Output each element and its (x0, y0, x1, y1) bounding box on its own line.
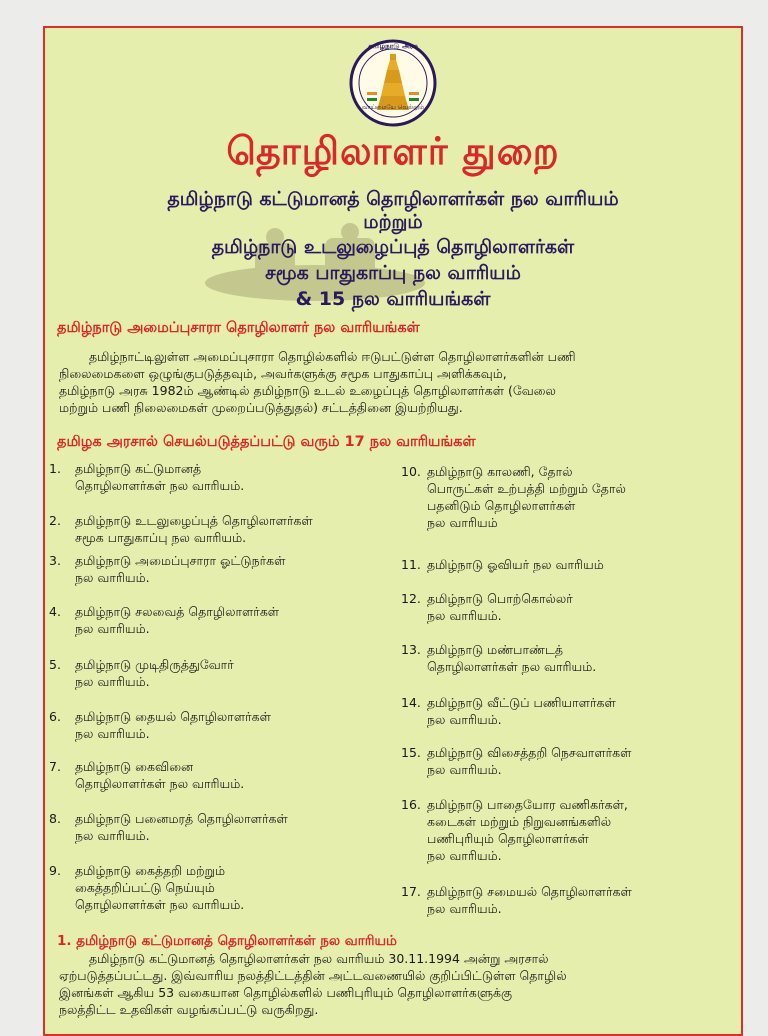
board-line: நல வாரியம். (427, 712, 502, 727)
section-unorganised-line-1: தமிழ்நாட்டிலுள்ள அமைப்புசாரா தொழில்களில் ஈடுபட்டுள்ள தொழிலாளர்களின் பணி (89, 349, 576, 364)
board-line: தமிழ்நாடு சமையல் தொழிலாளர்கள் (427, 884, 632, 899)
board-number: 13. (401, 642, 421, 657)
board-line: தமிழ்நாடு விசைத்தறி நெசவாளர்கள் (427, 745, 632, 760)
board-line: பொருட்கள் உற்பத்தி மற்றும் தோல் (427, 481, 626, 496)
board-line: கைத்தறிப்பட்டு நெய்யும் (75, 880, 215, 895)
section-construction-line-1: தமிழ்நாடு கட்டுமானத் தொழிலாளர்கள் நல வாரியம் 30.11.1994 அன்று அரசால் (89, 951, 549, 966)
board-line: தமிழ்நாடு பனைமரத் தொழிலாளர்கள் (75, 811, 288, 826)
board-line: நல வாரியம். (427, 762, 502, 777)
poster-sheet (43, 26, 743, 1036)
board-number: 3. (49, 553, 61, 568)
board-line: சமூக பாதுகாப்பு நல வாரியம். (75, 530, 247, 545)
board-line: நல வாரியம். (75, 674, 150, 689)
board-line: கடைகள் மற்றும் நிறுவனங்களில் (427, 814, 612, 829)
board-number: 12. (401, 591, 421, 606)
board-line: நல வாரியம். (75, 828, 150, 843)
heading-line-5: & 15 நல வாரியங்கள் (295, 288, 491, 310)
board-line: தமிழ்நாடு காலணி, தோல் (427, 464, 573, 479)
board-line: தமிழ்நாடு உடலுழைப்புத் தொழிலாளர்கள் (75, 513, 313, 528)
board-line: தொழிலாளர்கள் நல வாரியம். (75, 478, 245, 493)
board-number: 7. (49, 759, 61, 774)
section-unorganised-line-2: நிலைமைகளை ஒழுங்குபடுத்தவும், அவர்களுக்கு சமூக பாதுகாப்பு அளிக்கவும், (59, 366, 507, 381)
board-line: தமிழ்நாடு மண்பாண்டத் (427, 642, 563, 657)
section-unorganised-line-4: மற்றும் பணி நிலைமைகள் முறைப்படுத்துதல்) சட்டத்தினை இயற்றியது. (59, 400, 463, 415)
heading-line-1: தமிழ்நாடு கட்டுமானத் தொழிலாளர்கள் நல வாரியம் (167, 188, 619, 210)
board-line: பதனிடும் தொழிலாளர்கள் (427, 498, 576, 513)
section-construction-line-4: நலத்திட்ட உதவிகள் வழங்கப்பட்டு வருகிறது. (59, 1002, 319, 1017)
section-construction-title: 1. தமிழ்நாடு கட்டுமானத் தொழிலாளர்கள் நல வாரியம் (57, 933, 397, 949)
board-number: 14. (401, 695, 421, 710)
board-line: பணிபுரியும் தொழிலாளர்கள் (427, 831, 589, 846)
tamil-nadu-emblem-icon (337, 38, 449, 128)
section-construction-line-3: இனங்கள் ஆகிய 53 வகையான தொழில்களில் பணிபுரியும் தொழிலாளர்களுக்கு (59, 985, 512, 1000)
section-unorganised-title: தமிழ்நாடு அமைப்புசாரா தொழிலாளர் நல வாரியங்கள் (57, 320, 420, 336)
board-number: 17. (401, 884, 421, 899)
board-line: தமிழ்நாடு கைத்தறி மற்றும் (75, 863, 226, 878)
section-unorganised-line-3: தமிழ்நாடு அரசு 1982ம் ஆண்டில் தமிழ்நாடு உடல் உழைப்புத் தொழிலாளர்கள் (வேலை (59, 383, 556, 398)
board-number: 15. (401, 745, 421, 760)
board-line: தமிழ்நாடு கட்டுமானத் (75, 461, 202, 476)
heading-line-3: தமிழ்நாடு உடலுழைப்புத் தொழிலாளர்கள் (211, 236, 575, 258)
board-number: 4. (49, 604, 61, 619)
board-line: தமிழ்நாடு தையல் தொழிலாளர்கள் (75, 709, 271, 724)
board-line: தமிழ்நாடு பாதையோர வணிகர்கள், (427, 797, 628, 812)
section-boards-title: தமிழக அரசால் செயல்படுத்தப்பட்டு வரும் 17 நல வாரியங்கள் (57, 434, 476, 450)
board-number: 5. (49, 657, 61, 672)
board-line: தமிழ்நாடு அமைப்புசாரா ஓட்டுநர்கள் (75, 553, 286, 568)
board-line: தமிழ்நாடு ஓவியர் நல வாரியம் (427, 557, 604, 572)
board-number: 1. (49, 461, 61, 476)
board-line: நல வாரியம் (427, 515, 498, 530)
board-line: தமிழ்நாடு பொற்கொல்லர் (427, 591, 573, 606)
heading-line-4: சமூக பாதுகாப்பு நல வாரியம் (265, 262, 521, 284)
emblem-motto: வாய்மையே வெல்லும் (361, 104, 425, 111)
board-line: தொழிலாளர்கள் நல வாரியம். (75, 776, 245, 791)
board-line: தொழிலாளர்கள் நல வாரியம். (427, 659, 597, 674)
department-title: தொழிலாளர் துறை (226, 128, 560, 173)
board-line: நல வாரியம். (75, 726, 150, 741)
emblem-top-text: தமிழ்நாடு அரசு (368, 42, 418, 50)
board-line: தமிழ்நாடு வீட்டுப் பணியாளர்கள் (427, 695, 616, 710)
board-line: நல வாரியம். (427, 848, 502, 863)
board-line: நல வாரியம். (75, 570, 150, 585)
board-line: தமிழ்நாடு முடிதிருத்துவோர் (75, 657, 234, 672)
board-number: 11. (401, 557, 421, 572)
board-line: தமிழ்நாடு கைவினை (75, 759, 194, 774)
board-number: 10. (401, 464, 421, 479)
heading-line-2: மற்றும் (363, 211, 423, 233)
board-number: 2. (49, 513, 61, 528)
board-line: நல வாரியம். (427, 608, 502, 623)
board-number: 6. (49, 709, 61, 724)
board-line: தமிழ்நாடு சலவைத் தொழிலாளர்கள் (75, 604, 280, 619)
board-line: நல வாரியம். (75, 621, 150, 636)
board-line: தொழிலாளர்கள் நல வாரியம். (75, 897, 245, 912)
board-number: 9. (49, 863, 61, 878)
board-number: 8. (49, 811, 61, 826)
board-number: 16. (401, 797, 421, 812)
section-construction-line-2: ஏற்படுத்தப்பட்டது. இவ்வாரிய நலத்திட்டத்தின் அட்டவணையில் குறிப்பிட்டுள்ள தொழில் (59, 968, 567, 983)
board-line: நல வாரியம். (427, 901, 502, 916)
